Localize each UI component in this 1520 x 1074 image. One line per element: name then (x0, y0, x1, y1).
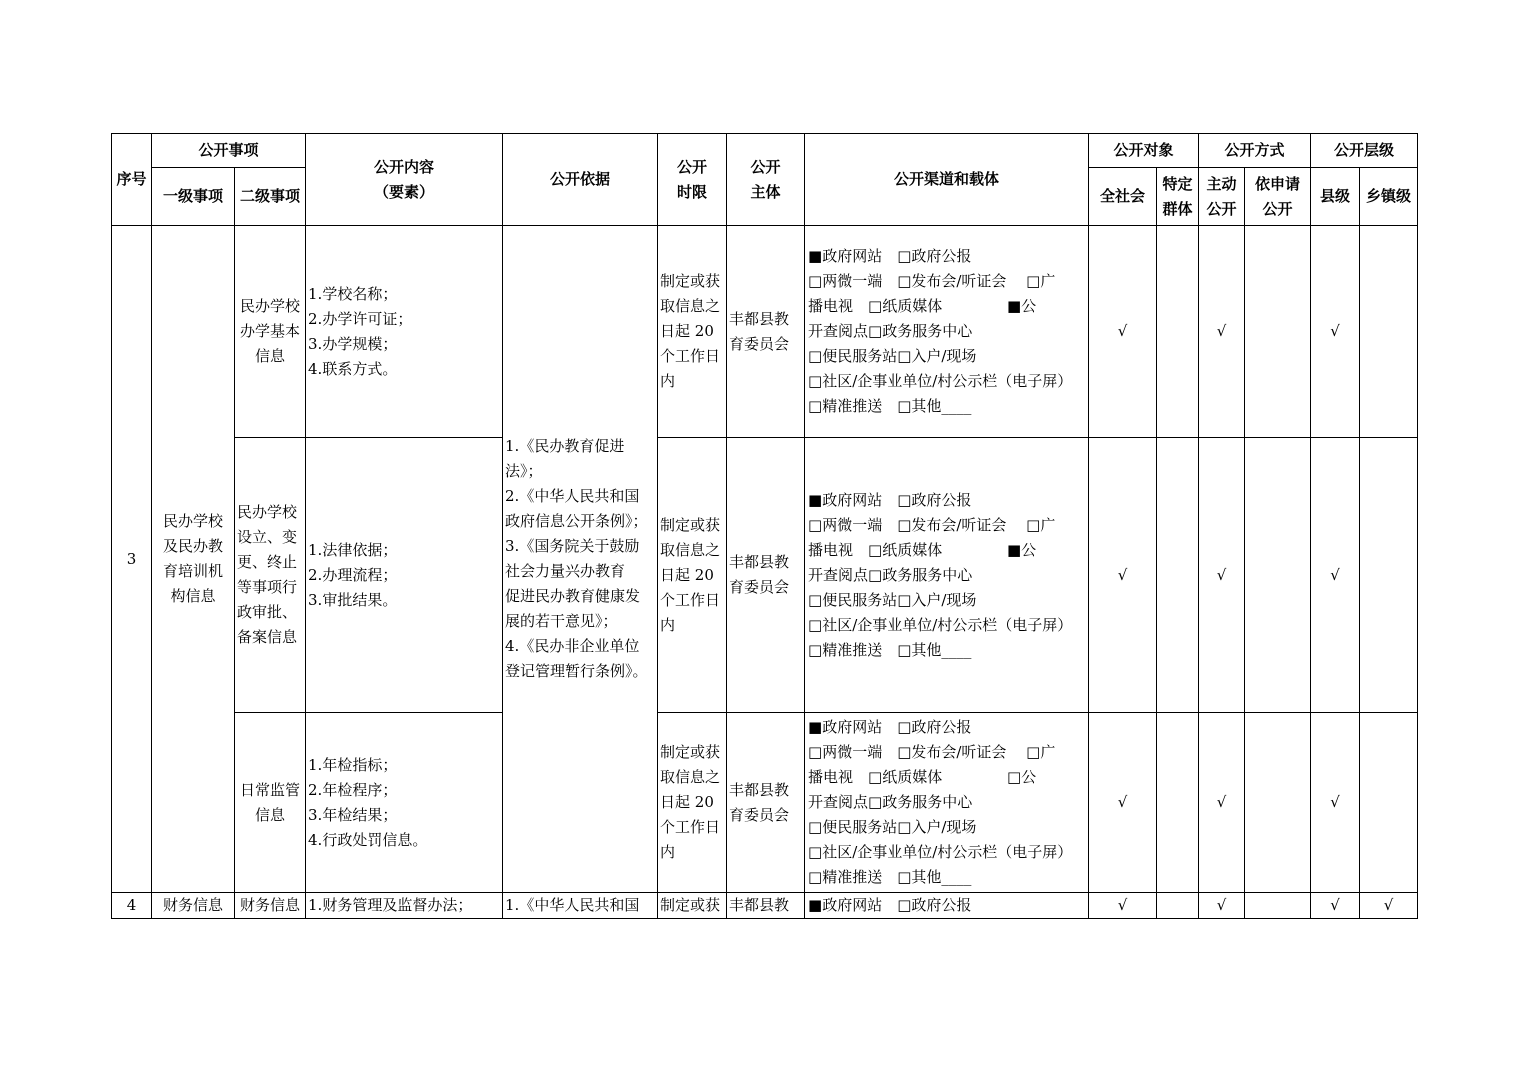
channel-line: □便民服务站□入户/现场 (808, 347, 977, 365)
subject-line: 丰都县教 (729, 309, 790, 328)
header-target-group: 公开对象 (1089, 134, 1199, 168)
time-line: 个工作日 (660, 818, 721, 836)
channel-line: □便民服务站□入户/现场 (808, 590, 977, 609)
channel-line: 开查阅点□政务服务中心 (808, 322, 973, 340)
subject-cell (727, 438, 805, 713)
channel-line: □两微一端 □发布会/听证会 □广 (808, 515, 1056, 534)
channel-line: 播电视 □纸质媒体 □公 (808, 768, 1037, 786)
basis-line: 2.《中华人民共和国 (505, 487, 640, 505)
time-line: 取信息之 (660, 540, 721, 559)
channel-line: 开查阅点□政务服务中心 (808, 565, 973, 584)
time-cell: 制定或获 (658, 893, 727, 919)
time-cell (658, 713, 727, 893)
channel-line: □精准推送 □其他____ (808, 397, 972, 415)
content-line: 2.办理流程； (308, 565, 398, 584)
l2-line: 办学基本 (240, 322, 301, 340)
time-line: 个工作日 (660, 590, 721, 609)
header-target-all: 全社会 (1089, 168, 1157, 226)
header-content (306, 134, 503, 226)
target-spec-check (1157, 226, 1199, 438)
header-subject-a: 公开 (750, 157, 781, 176)
header-level-county: 县级 (1311, 168, 1360, 226)
header-level-town: 乡镇级 (1360, 168, 1418, 226)
l2-cell (235, 713, 306, 893)
header-basis: 公开依据 (503, 134, 658, 226)
time-line: 制定或获 (660, 515, 721, 534)
time-line: 制定或获 (660, 272, 721, 290)
channel-line: □便民服务站□入户/现场 (808, 818, 977, 836)
time-line: 日起 20 (660, 322, 714, 340)
channel-line: ■政府网站 □政府公报 (808, 247, 972, 265)
header-content-sub: （要素） (374, 182, 435, 201)
channel-line: □精准推送 □其他____ (808, 868, 972, 886)
content-line: 2.办学许可证； (308, 309, 413, 328)
basis-cell: 1.《中华人民共和国 (503, 893, 658, 919)
l2-line: 设立、变 (237, 528, 298, 546)
basis-line: 社会力量兴办教育 (505, 562, 626, 580)
channel-line: ■政府网站 □政府公报 (808, 490, 972, 509)
header-time-a: 公开 (677, 157, 708, 176)
subject-cell: 丰都县教 (727, 893, 805, 919)
subject-cell (727, 226, 805, 438)
table-row (112, 226, 1418, 438)
level-county-check: √ (1311, 438, 1360, 713)
channel-cell (805, 438, 1089, 713)
channel-line: 播电视 □纸质媒体 ■公 (808, 540, 1037, 559)
content-cell (306, 438, 503, 713)
subject-line: 育委员会 (729, 805, 790, 824)
content-line: 2.年检程序； (308, 780, 398, 799)
channel-line: □两微一端 □发布会/听证会 □广 (808, 743, 1056, 761)
header-target-spec (1157, 168, 1199, 226)
l1-line: 民办学校 (162, 512, 223, 530)
basis-line: 登记管理暂行条例》。 (505, 662, 648, 680)
channel-line: □两微一端 □发布会/听证会 □广 (808, 272, 1056, 290)
l1-line: 及民办教 (162, 537, 223, 555)
l1-cell: 财务信息 (152, 893, 235, 919)
time-line: 取信息之 (660, 768, 721, 786)
content-cell (306, 713, 503, 893)
l2-cell (235, 438, 306, 713)
l2-line: 信息 (255, 347, 286, 365)
target-all-check: √ (1089, 893, 1157, 919)
method-active-check: √ (1199, 226, 1245, 438)
level-county-check: √ (1311, 226, 1360, 438)
l2-line: 更、终止 (237, 553, 298, 571)
method-active-check: √ (1199, 713, 1245, 893)
header-time (658, 134, 727, 226)
header-channel: 公开渠道和载体 (805, 134, 1089, 226)
time-cell (658, 438, 727, 713)
header-subject-b: 主体 (750, 182, 781, 201)
time-line: 日起 20 (660, 565, 714, 584)
channel-line: 播电视 □纸质媒体 ■公 (808, 297, 1037, 315)
content-line: 3.办学规模； (308, 334, 398, 353)
method-request-check (1245, 226, 1311, 438)
header-subject (727, 134, 805, 226)
channel-line: □社区/企事业单位/村公示栏（电子屏） (808, 615, 1073, 634)
content-cell: 1.财务管理及监督办法； (306, 893, 503, 919)
channel-line: □社区/企事业单位/村公示栏（电子屏） (808, 372, 1073, 390)
content-line: 4.联系方式。 (308, 359, 398, 378)
time-line: 内 (660, 843, 676, 861)
subject-line: 丰都县教 (729, 553, 790, 571)
level-town-check (1360, 713, 1418, 893)
target-all-check: √ (1089, 438, 1157, 713)
target-all-check: √ (1089, 226, 1157, 438)
header-method-request-b: 公开 (1262, 199, 1293, 218)
subject-line: 育委员会 (729, 334, 790, 353)
l2-line: 日常监管 (240, 780, 301, 799)
method-request-check (1245, 713, 1311, 893)
l2-line: 政审批、 (237, 603, 298, 621)
basis-line: 展的若干意见》； (505, 612, 618, 630)
basis-line: 法》； (505, 462, 543, 480)
content-line: 1.学校名称； (308, 284, 398, 303)
channel-line: 开查阅点□政务服务中心 (808, 793, 973, 811)
l1-line: 构信息 (170, 587, 216, 605)
seq-cell: 3 (112, 226, 152, 893)
l2-line: 信息 (255, 805, 286, 824)
subject-cell (727, 713, 805, 893)
channel-line: □社区/企事业单位/村公示栏（电子屏） (808, 843, 1073, 861)
header-item-l2: 二级事项 (235, 168, 306, 226)
basis-line: 3.《国务院关于鼓励 (505, 537, 640, 555)
header-method-request-a: 依申请 (1255, 174, 1301, 193)
header-method-active-a: 主动 (1206, 174, 1237, 193)
time-line: 个工作日 (660, 347, 721, 365)
header-level-group: 公开层级 (1311, 134, 1418, 168)
l2-line: 等事项行 (237, 578, 298, 596)
table-row (112, 893, 1418, 919)
target-spec-check (1157, 893, 1199, 919)
l2-cell (235, 226, 306, 438)
content-line: 3.审批结果。 (308, 590, 398, 609)
header-content-title: 公开内容 (374, 157, 435, 176)
channel-line: ■政府网站 □政府公报 (808, 718, 972, 736)
time-cell (658, 226, 727, 438)
content-line: 1.法律依据； (308, 540, 398, 559)
header-item-l1: 一级事项 (152, 168, 235, 226)
channel-cell: ■政府网站 □政府公报 (805, 893, 1089, 919)
content-line: 3.年检结果； (308, 805, 398, 824)
l1-cell (152, 226, 235, 893)
method-request-check (1245, 893, 1311, 919)
content-cell (306, 226, 503, 438)
method-request-check (1245, 438, 1311, 713)
l2-cell: 财务信息 (235, 893, 306, 919)
header-method-active (1199, 168, 1245, 226)
l2-line: 备案信息 (237, 628, 298, 646)
subject-line: 丰都县教 (729, 780, 790, 799)
header-target-spec-b: 群体 (1162, 199, 1193, 218)
subject-line: 育委员会 (729, 578, 790, 596)
header-items-group: 公开事项 (152, 134, 306, 168)
time-line: 日起 20 (660, 793, 714, 811)
level-town-check: √ (1360, 893, 1418, 919)
basis-line: 促进民办教育健康发 (505, 587, 641, 605)
header-time-b: 时限 (677, 182, 708, 201)
level-town-check (1360, 438, 1418, 713)
level-town-check (1360, 226, 1418, 438)
channel-cell (805, 713, 1089, 893)
channel-line: □精准推送 □其他____ (808, 640, 972, 659)
time-line: 制定或获 (660, 743, 721, 761)
header-method-request (1245, 168, 1311, 226)
basis-cell (503, 226, 658, 893)
target-all-check: √ (1089, 713, 1157, 893)
header-target-spec-a: 特定 (1162, 174, 1193, 193)
target-spec-check (1157, 713, 1199, 893)
disclosure-table (111, 133, 1418, 919)
l1-line: 育培训机 (162, 562, 223, 580)
target-spec-check (1157, 438, 1199, 713)
header-method-active-b: 公开 (1206, 199, 1237, 218)
level-county-check: √ (1311, 893, 1360, 919)
l2-line: 民办学校 (240, 297, 301, 315)
channel-cell (805, 226, 1089, 438)
seq-cell: 4 (112, 893, 152, 919)
l2-line: 民办学校 (237, 503, 298, 521)
time-line: 取信息之 (660, 297, 721, 315)
basis-line: 1.《民办教育促进 (505, 437, 625, 455)
header-method-group: 公开方式 (1199, 134, 1311, 168)
time-line: 内 (660, 615, 676, 634)
time-line: 内 (660, 372, 676, 390)
table-row (112, 438, 1418, 713)
header-seq: 序号 (112, 134, 152, 226)
table-row (112, 713, 1418, 893)
level-county-check: √ (1311, 713, 1360, 893)
method-active-check: √ (1199, 438, 1245, 713)
basis-line: 政府信息公开条例》； (505, 512, 648, 530)
content-line: 4.行政处罚信息。 (308, 830, 428, 849)
basis-line: 4.《民办非企业单位 (505, 637, 640, 655)
content-line: 1.年检指标； (308, 755, 398, 774)
method-active-check: √ (1199, 893, 1245, 919)
